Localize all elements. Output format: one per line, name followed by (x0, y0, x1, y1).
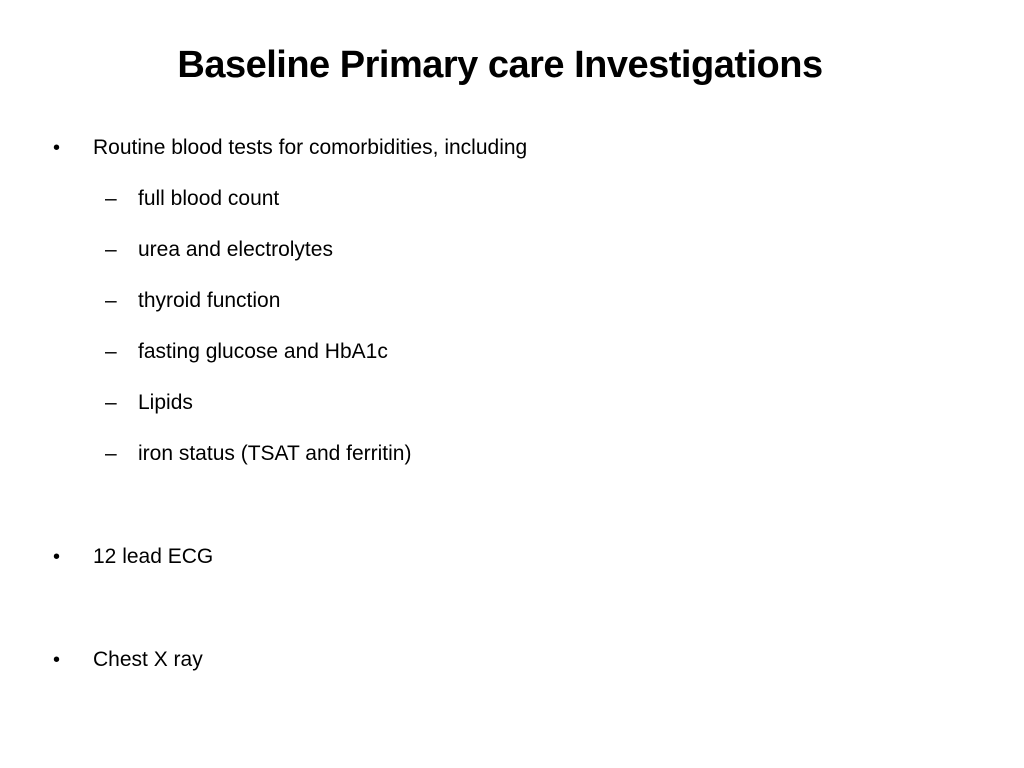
sub-item-text: fasting glucose and HbA1c (138, 340, 388, 363)
sub-item (0, 184, 1024, 214)
dash-icon: – (105, 391, 117, 414)
bullet-item (0, 542, 1024, 572)
slide-title: Baseline Primary care Investigations (177, 44, 823, 86)
sub-item-text: iron status (TSAT and ferritin) (138, 442, 412, 465)
sub-item-text: full blood count (138, 187, 280, 210)
sub-item (0, 388, 1024, 418)
sub-item-text: urea and electrolytes (138, 238, 333, 261)
sub-item (0, 337, 1024, 367)
bullet-text: Chest X ray (93, 648, 203, 671)
bullet-text: Routine blood tests for comorbidities, including (93, 136, 528, 159)
dash-icon: – (105, 187, 117, 210)
sub-item (0, 235, 1024, 265)
bullet-item (0, 133, 1024, 163)
dash-icon: – (105, 442, 117, 465)
dash-icon: – (105, 238, 117, 261)
sub-item (0, 286, 1024, 316)
sub-item (0, 439, 1024, 469)
bullet-text: 12 lead ECG (93, 545, 214, 568)
dash-icon: – (105, 289, 117, 312)
sub-item-text: Lipids (138, 391, 193, 414)
bullet-dot-icon: • (53, 649, 61, 671)
bullet-dot-icon: • (53, 546, 61, 568)
dash-icon: – (105, 340, 117, 363)
sub-item-text: thyroid function (138, 289, 281, 312)
bullet-dot-icon: • (53, 137, 61, 159)
bullet-item (0, 645, 1024, 675)
